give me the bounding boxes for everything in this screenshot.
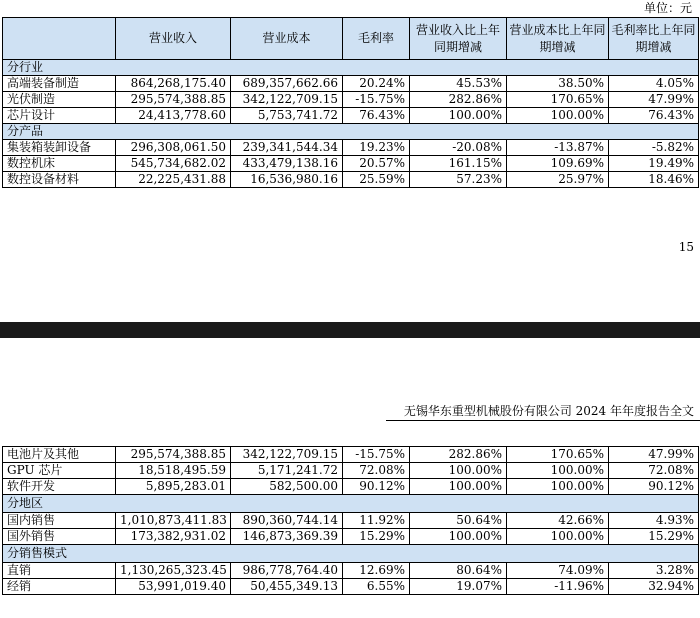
table-cell: 19.49% xyxy=(609,156,699,172)
row-label: 经销 xyxy=(3,579,116,595)
table-cell: 1,130,265,323.45 xyxy=(116,563,231,579)
section-title: 分产品 xyxy=(3,124,699,140)
table-cell: 25.97% xyxy=(507,172,609,188)
row-label: 高端装备制造 xyxy=(3,76,116,92)
table-cell: 161.15% xyxy=(410,156,507,172)
table-cell: 90.12% xyxy=(343,479,410,495)
row-label: 光伏制造 xyxy=(3,92,116,108)
table-cell: 80.64% xyxy=(410,563,507,579)
table-cell: 295,574,388.85 xyxy=(116,92,231,108)
section-title: 分行业 xyxy=(3,60,699,76)
table-cell: 239,341,544.34 xyxy=(231,140,343,156)
table-cell: 100.00% xyxy=(410,479,507,495)
table-cell: 57.23% xyxy=(410,172,507,188)
table-cell: 72.08% xyxy=(343,463,410,479)
column-header xyxy=(3,18,116,60)
table-row xyxy=(3,156,699,172)
table-row xyxy=(3,447,699,463)
table-cell: 19.07% xyxy=(410,579,507,595)
table-cell: -13.87% xyxy=(507,140,609,156)
column-header: 营业收入 xyxy=(116,18,231,60)
table-row xyxy=(3,140,699,156)
revenue-table-part-2 xyxy=(2,446,699,595)
table-cell: 76.43% xyxy=(343,108,410,124)
table-cell: 11.92% xyxy=(343,513,410,529)
table-cell: 109.69% xyxy=(507,156,609,172)
table-cell: 47.99% xyxy=(609,92,699,108)
table-row xyxy=(3,579,699,595)
column-header: 毛利率比上年同期增减 xyxy=(609,18,699,60)
section-row xyxy=(3,545,699,563)
table-row xyxy=(3,172,699,188)
table-cell: 100.00% xyxy=(410,108,507,124)
table-cell: 173,382,931.02 xyxy=(116,529,231,545)
table-cell: 42.66% xyxy=(507,513,609,529)
revenue-table-part-1 xyxy=(2,17,699,188)
table-cell: 1,010,873,411.83 xyxy=(116,513,231,529)
running-header: 无锡华东重型机械股份有限公司 2024 年年度报告全文 xyxy=(403,404,694,418)
page-break-band xyxy=(0,322,700,338)
table-cell: 32.94% xyxy=(609,579,699,595)
table-cell: 50.64% xyxy=(410,513,507,529)
section-row xyxy=(3,495,699,513)
table-cell: 296,308,061.50 xyxy=(116,140,231,156)
table-cell: 5,171,241.72 xyxy=(231,463,343,479)
row-label: 集装箱装卸设备 xyxy=(3,140,116,156)
table-cell: 100.00% xyxy=(410,529,507,545)
table-cell: 20.24% xyxy=(343,76,410,92)
row-label: 软件开发 xyxy=(3,479,116,495)
table-cell: -20.08% xyxy=(410,140,507,156)
section-row xyxy=(3,60,699,76)
table-cell: 20.57% xyxy=(343,156,410,172)
table-cell: 45.53% xyxy=(410,76,507,92)
table-cell: 16,536,980.16 xyxy=(231,172,343,188)
table-cell: -5.82% xyxy=(609,140,699,156)
table-cell: 74.09% xyxy=(507,563,609,579)
table-row xyxy=(3,513,699,529)
table-cell: 100.00% xyxy=(507,529,609,545)
table-cell: 53,991,019.40 xyxy=(116,579,231,595)
table-cell: 4.05% xyxy=(609,76,699,92)
table-cell: 18.46% xyxy=(609,172,699,188)
table-cell: 342,122,709.15 xyxy=(231,92,343,108)
table-row xyxy=(3,92,699,108)
table-cell: 100.00% xyxy=(507,479,609,495)
header-rule xyxy=(386,420,700,421)
column-header: 毛利率 xyxy=(343,18,410,60)
row-label: 数控设备材料 xyxy=(3,172,116,188)
table-cell: 5,895,283.01 xyxy=(116,479,231,495)
column-header: 营业成本比上年同期增减 xyxy=(507,18,609,60)
table-cell: 15.29% xyxy=(343,529,410,545)
page-number: 15 xyxy=(678,240,694,254)
table-cell: 6.55% xyxy=(343,579,410,595)
table-cell: 689,357,662.66 xyxy=(231,76,343,92)
table-cell: 282.86% xyxy=(410,92,507,108)
table-cell: 582,500.00 xyxy=(231,479,343,495)
table-cell: 19.23% xyxy=(343,140,410,156)
section-title: 分地区 xyxy=(3,495,699,513)
table-cell: 76.43% xyxy=(609,108,699,124)
table-cell: 90.12% xyxy=(609,479,699,495)
column-header: 营业成本 xyxy=(231,18,343,60)
table-cell: -15.75% xyxy=(343,447,410,463)
table-cell: 100.00% xyxy=(410,463,507,479)
table-cell: 5,753,741.72 xyxy=(231,108,343,124)
table-cell: 890,360,744.14 xyxy=(231,513,343,529)
row-label: 芯片设计 xyxy=(3,108,116,124)
table-cell: 50,455,349.13 xyxy=(231,579,343,595)
table-cell: 3.28% xyxy=(609,563,699,579)
table-cell: 38.50% xyxy=(507,76,609,92)
row-label: 国外销售 xyxy=(3,529,116,545)
table-cell: 170.65% xyxy=(507,447,609,463)
table-cell: 282.86% xyxy=(410,447,507,463)
table-cell: 146,873,369.39 xyxy=(231,529,343,545)
table-cell: 18,518,495.59 xyxy=(116,463,231,479)
table-cell: 986,778,764.40 xyxy=(231,563,343,579)
section-title: 分销售模式 xyxy=(3,545,699,563)
table-cell: 22,225,431.88 xyxy=(116,172,231,188)
table-cell: 15.29% xyxy=(609,529,699,545)
header-row xyxy=(3,18,699,60)
row-label: 电池片及其他 xyxy=(3,447,116,463)
table-row xyxy=(3,529,699,545)
row-label: 国内销售 xyxy=(3,513,116,529)
table-cell: -15.75% xyxy=(343,92,410,108)
row-label: 数控机床 xyxy=(3,156,116,172)
column-header: 营业收入比上年同期增减 xyxy=(410,18,507,60)
table-cell: 433,479,138.16 xyxy=(231,156,343,172)
unit-label: 单位：元 xyxy=(643,1,692,15)
table-cell: 12.69% xyxy=(343,563,410,579)
table-cell: 4.93% xyxy=(609,513,699,529)
table-row xyxy=(3,108,699,124)
table-cell: 24,413,778.60 xyxy=(116,108,231,124)
table-cell: 100.00% xyxy=(507,463,609,479)
table-row xyxy=(3,479,699,495)
table-cell: -11.96% xyxy=(507,579,609,595)
table-cell: 545,734,682.02 xyxy=(116,156,231,172)
table-cell: 25.59% xyxy=(343,172,410,188)
table-cell: 170.65% xyxy=(507,92,609,108)
row-label: 直销 xyxy=(3,563,116,579)
section-row xyxy=(3,124,699,140)
table-cell: 47.99% xyxy=(609,447,699,463)
table-row xyxy=(3,463,699,479)
table-cell: 100.00% xyxy=(507,108,609,124)
table-cell: 72.08% xyxy=(609,463,699,479)
table-cell: 295,574,388.85 xyxy=(116,447,231,463)
table-row xyxy=(3,76,699,92)
table-cell: 342,122,709.15 xyxy=(231,447,343,463)
table-row xyxy=(3,563,699,579)
row-label: GPU 芯片 xyxy=(3,463,116,479)
table-cell: 864,268,175.40 xyxy=(116,76,231,92)
